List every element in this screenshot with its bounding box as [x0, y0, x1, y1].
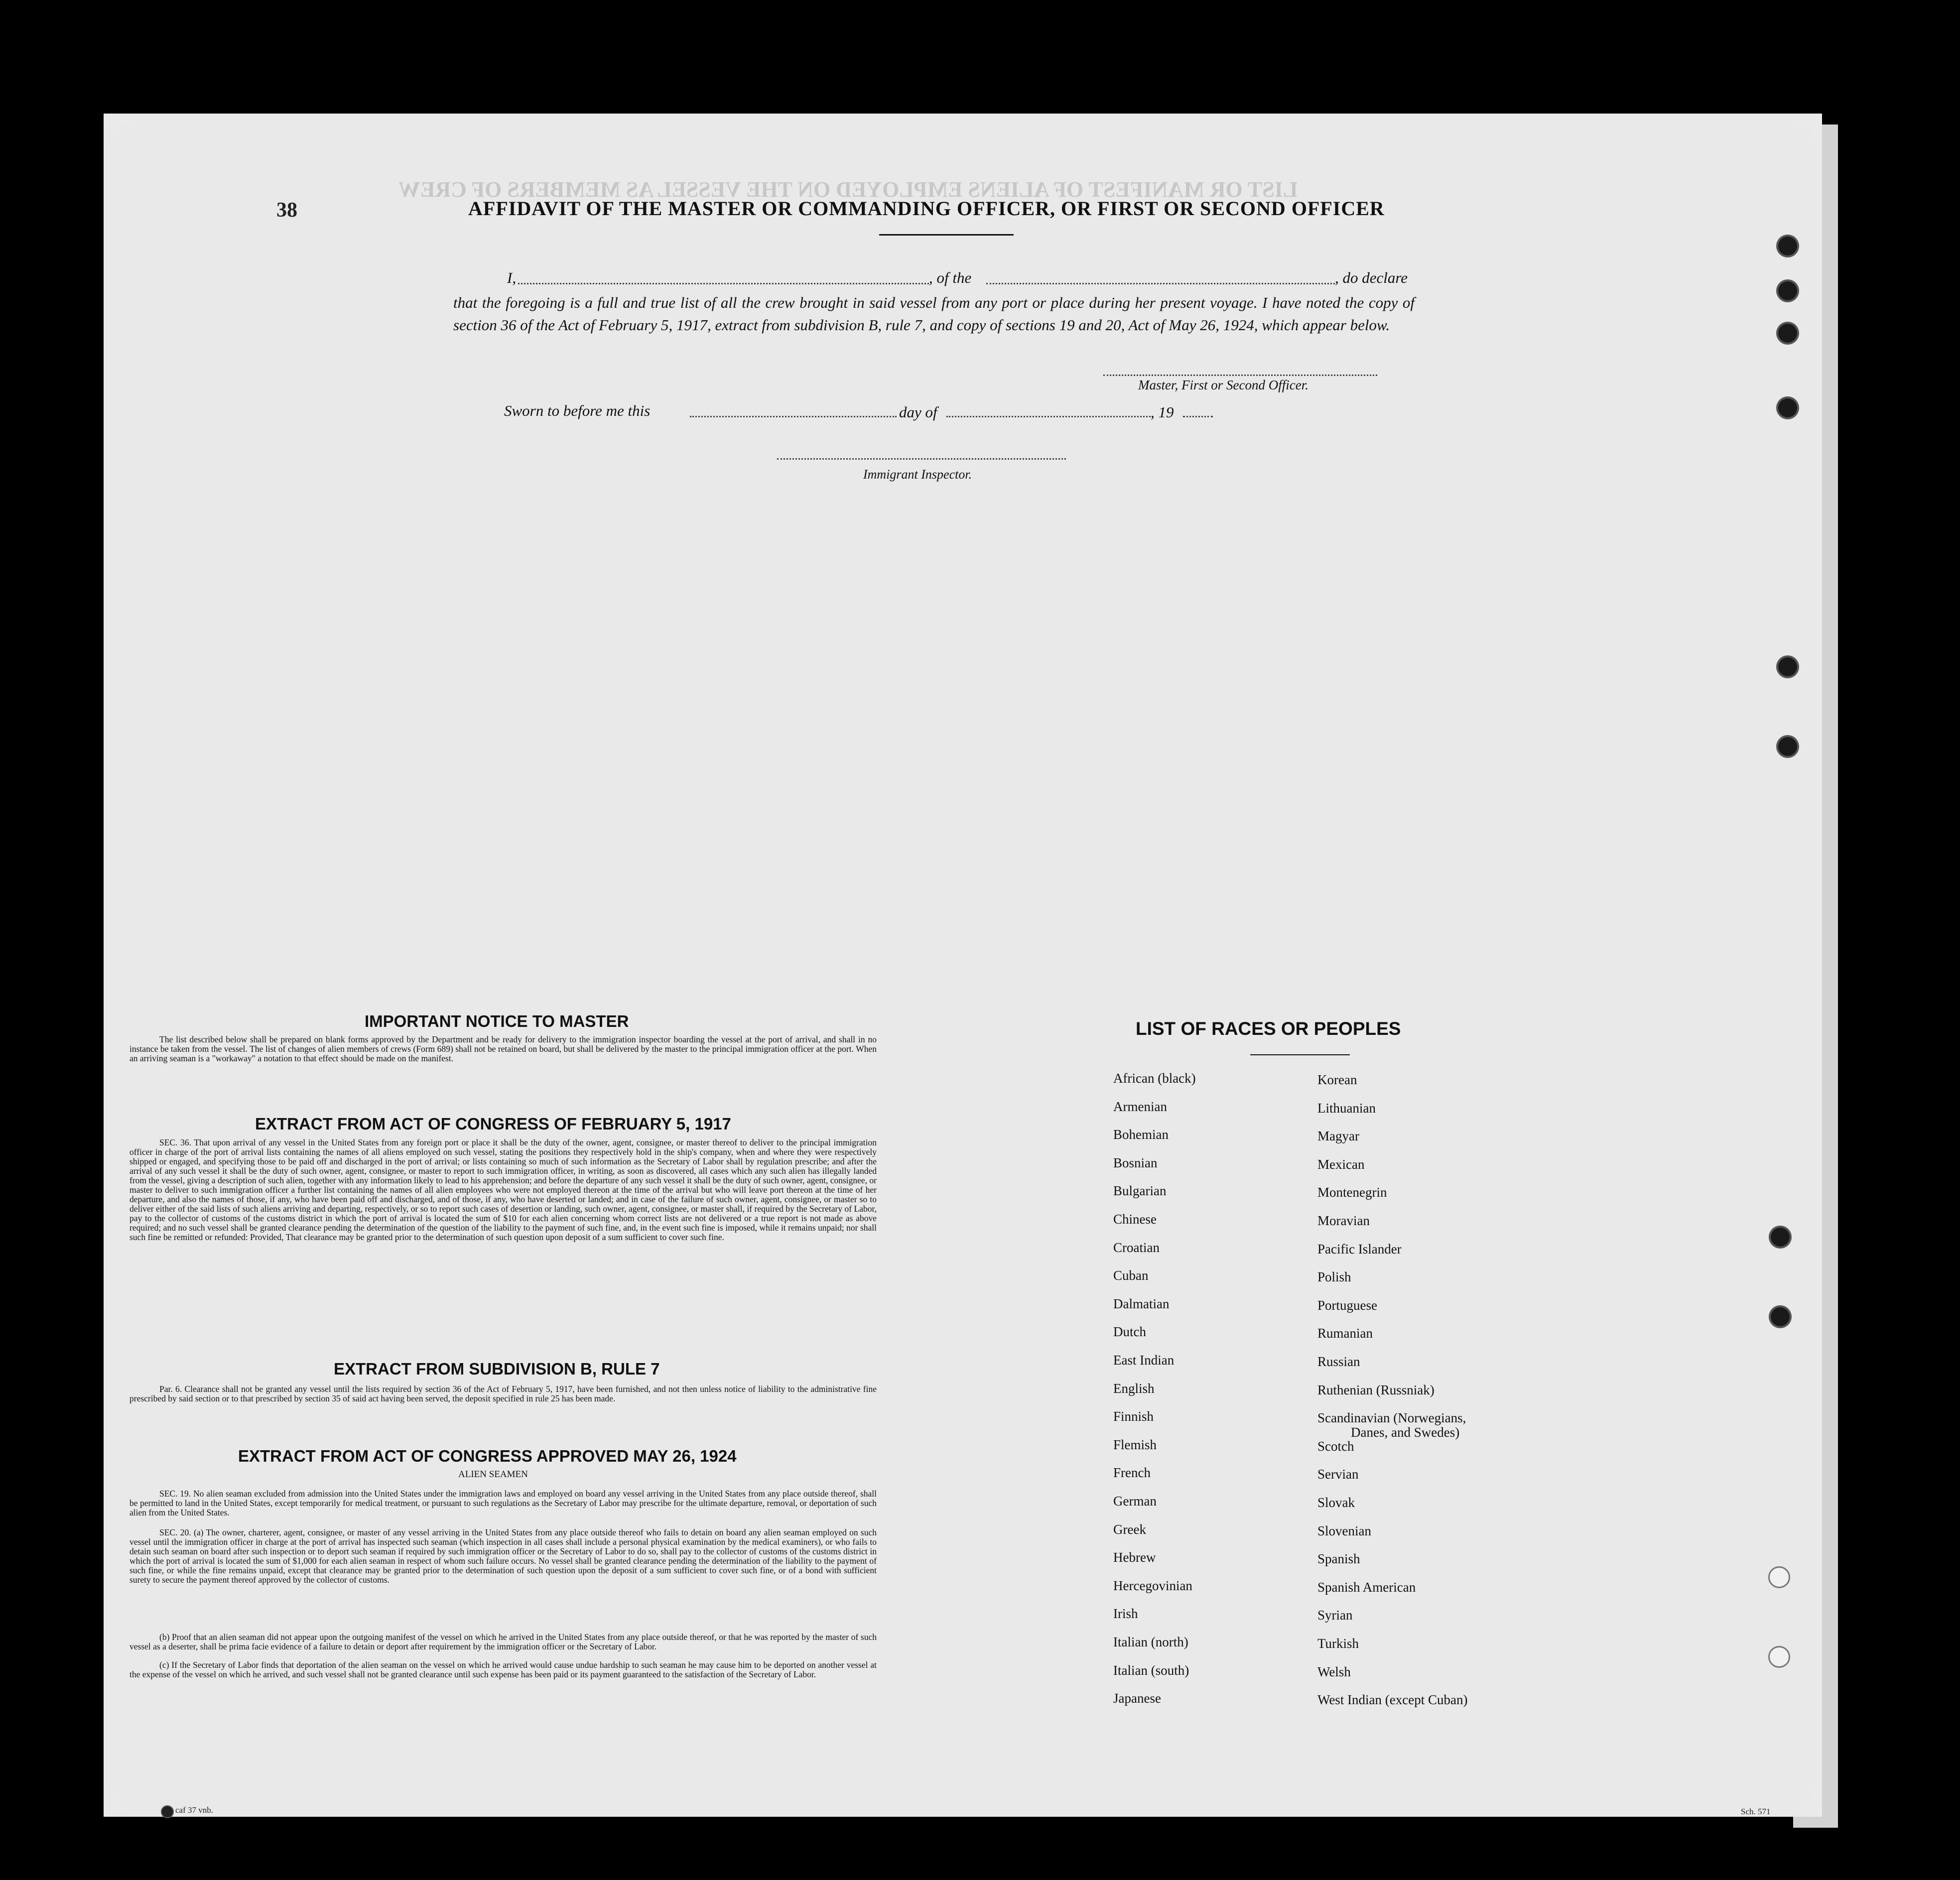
- sworn-label: Sworn to before me this: [504, 402, 651, 419]
- punch-hole: [1771, 1307, 1790, 1326]
- affidavit-declare: , do declare: [1335, 269, 1408, 286]
- punch-hole: [1778, 737, 1797, 756]
- race-item: Korean: [1317, 1072, 1357, 1087]
- sworn-day-field[interactable]: [690, 416, 897, 417]
- race-item: Danes, and Swedes): [1351, 1424, 1460, 1440]
- vessel-field[interactable]: [986, 283, 1335, 284]
- race-item: Armenian: [1113, 1099, 1167, 1114]
- race-item: Irish: [1113, 1606, 1138, 1622]
- race-item: Hercegovinian: [1113, 1578, 1192, 1593]
- race-item: Italian (south): [1113, 1662, 1189, 1678]
- punch-hole: [1778, 657, 1797, 676]
- race-item: Italian (north): [1113, 1634, 1188, 1649]
- race-item: Japanese: [1113, 1691, 1161, 1706]
- sec20c-text: (c) If the Secretary of Labor finds that deportation of the alien seaman on the vessel on which he arrived would cause undue hardship to such seaman he may cause him to be deported on another vessel at the expense of the vessel on which he arrived, and such vessel shall not be granted clearance until such expense has been paid or its payment guaranteed to the satisfaction of the Secretary of Labor.: [130, 1660, 877, 1679]
- race-item: Syrian: [1317, 1608, 1353, 1623]
- bleed-through-header: LIST OR MANIFEST OF ALIENS EMPLOYED ON THE VESSEL AS MEMBERS OF CREW: [398, 177, 1298, 202]
- page-mark: 38: [276, 199, 297, 222]
- affidavit-title: AFFIDAVIT OF THE MASTER OR COMMANDING OFFICER, OR FIRST OR SECOND OFFICER: [468, 197, 1385, 220]
- race-item: Bohemian: [1113, 1127, 1169, 1142]
- race-item: African (black): [1113, 1071, 1196, 1086]
- race-item: Pacific Islander: [1317, 1241, 1402, 1256]
- race-item: Magyar: [1317, 1128, 1359, 1144]
- race-item: Polish: [1317, 1269, 1351, 1285]
- footer-right: Sch. 571: [1741, 1807, 1771, 1816]
- notice-text: The list described below shall be prepared on blank forms approved by the Department and be ready for delivery to the immigration inspector boarding the vessel at the port of arrival, and shall in no instance be taken from the vessel. The list of changes of alien members of crews (Form 689) shall not be retained on board, but shall be delivered by the master to the principal immigration officer at the port. When an arriving seaman is a "workaway" a notation to that effect should be made on the manifest.: [130, 1034, 877, 1063]
- extract-1917-title: EXTRACT FROM ACT OF CONGRESS OF FEBRUARY 5, 1917: [255, 1115, 731, 1133]
- affidavit-i: I,: [507, 269, 517, 286]
- race-item: Slovak: [1317, 1495, 1355, 1510]
- race-item: Flemish: [1113, 1437, 1157, 1452]
- sec20a-text: SEC. 20. (a) The owner, charterer, agent, consignee, or master of any vessel arriving in the United States from any place outside thereof who fails to detain on board any alien seaman employed on such vessel until the immigration officer in charge at the port of arrival has inspected such seaman (which inspection in all cases shall include a personal physical examination by the medical examiners), or who fails to detain such seaman on board after such inspection or to deport such seaman if required by such immigration officer or the Secretary of Labor to do so, shall pay to the collector of customs of the customs district in which the port of arrival is located the sum of $1,000 for each alien seaman in respect of whom such failure occurs. No vessel shall be granted clearance pending the determination of the liability to the payment of such fine, or while the fine remains unpaid, except that clearance may be granted prior to the determination of such question upon the deposit of a sum sufficient to cover such fine, or of a bond with sufficient surety to secure the payment thereof approved by the collector of customs.: [130, 1527, 877, 1585]
- race-item: Russian: [1317, 1354, 1360, 1369]
- race-item: Montenegrin: [1317, 1185, 1387, 1200]
- signature-field[interactable]: [1103, 375, 1377, 376]
- race-item: Lithuanian: [1317, 1100, 1376, 1116]
- race-item: West Indian (except Cuban): [1317, 1692, 1468, 1708]
- footer-left: caf 37 vnb.: [175, 1805, 214, 1815]
- race-item: Finnish: [1113, 1409, 1154, 1424]
- title-rule: [879, 234, 1014, 236]
- race-item: Bulgarian: [1113, 1183, 1167, 1199]
- race-item: Chinese: [1113, 1212, 1157, 1227]
- race-item: Moravian: [1317, 1213, 1370, 1228]
- footer-left-icon: [161, 1805, 174, 1818]
- punch-hole: [1778, 324, 1797, 343]
- punch-hole: [1768, 1566, 1790, 1588]
- extract-1924-title: EXTRACT FROM ACT OF CONGRESS APPROVED MAY 26, 1924: [238, 1447, 737, 1465]
- sworn-month-field[interactable]: [946, 416, 1151, 417]
- race-item: Spanish American: [1317, 1579, 1416, 1595]
- race-item: French: [1113, 1465, 1151, 1481]
- race-item: Hebrew: [1113, 1550, 1156, 1565]
- races-title: LIST OF RACES OR PEOPLES: [1136, 1018, 1401, 1039]
- race-item: Mexican: [1317, 1156, 1365, 1172]
- race-item: Bosnian: [1113, 1155, 1158, 1170]
- sec19-text: SEC. 19. No alien seaman excluded from admission into the United States under the immigration laws and employed on board any vessel arriving in the United States from any place outside thereof, shall be permitted to land in the United States, except temporarily for medical treatment, or pursuant to such regulations as the Secretary of Labor may prescribe for the ultimate departure, removal, or deportation of such alien from the United States.: [130, 1489, 877, 1517]
- race-item: Portuguese: [1317, 1297, 1377, 1313]
- punch-hole: [1778, 237, 1797, 255]
- name-field[interactable]: [518, 283, 929, 284]
- punch-hole: [1778, 398, 1797, 417]
- race-item: East Indian: [1113, 1353, 1175, 1368]
- race-item: Spanish: [1317, 1551, 1360, 1567]
- extract-1917-text: SEC. 36. That upon arrival of any vessel in the United States from any foreign port or place it shall be the duty of the owner, agent, consignee, or master thereof to deliver to the principal immigration officer in charge of the port of arrival lists containing the names of all aliens employed on such vessel, stating the positions they respectively hold in the ship's company, when and where they were respectively shipped or engaged, and specifying those to be paid off and discharged in the port of arrival; or lists containing so much of such information as the Secretary of Labor shall by regulation prescribe; and after the arrival of any such vessel it shall be the duty of such owner, agent, consignee, or master to report to such immigration officer, in writing, as soon as discovered, all cases which any such alien has illegally landed from the vessel, giving a description of such alien, together with any information likely to lead to his apprehension; and before the departure of any such vessel it shall be the duty of such owner, agent, consignee, or master to deliver to such immigration officer a further list containing the names of all alien employees who were not employed thereon at the time of the arrival but who will leave port thereon at the time of her departure, and also the names of those, if any, who have been paid off and discharged, and of those, if any, who have deserted or landed; and in case of the failure of such owner, agent, consignee, or master so to deliver either of the said lists of such aliens arriving and departing, respectively, or so to report such cases of desertion or landing, such owner, agent, consignee, or master shall, if required by the Secretary of Labor, pay to the collector of customs of the customs district in which the port of arrival is located the sum of $10 for each alien concerning whom correct lists are not delivered or a true report is not made as above required; and no such vessel shall be granted clearance pending the determination of the question of the liability to the payment of such fine, and, in the event such fine is imposed, while it remains unpaid; nor shall such fine be remitted or refunded: Provided, That clearance may be granted prior to the determination of such question upon deposit of a sum sufficient to cover such fine.: [130, 1137, 877, 1242]
- subdivision-text: Par. 6. Clearance shall not be granted any vessel until the lists required by section 36 of the Act of February 5, 1917, have been furnished, and not then unless notice of liability to the administrative fine prescribed by said section or to that prescribed by section 35 of said act having been served, the deposit specified in rule 25 has been made.: [130, 1384, 877, 1403]
- race-item: Slovenian: [1317, 1523, 1371, 1538]
- race-item: Scotch: [1317, 1438, 1354, 1454]
- year-prefix: , 19: [1151, 403, 1174, 421]
- race-item: Greek: [1113, 1521, 1146, 1537]
- race-item: German: [1113, 1494, 1157, 1508]
- race-item: Servian: [1317, 1467, 1359, 1482]
- affidavit-of-the: , of the: [929, 269, 972, 286]
- inspector-signature-field[interactable]: [777, 458, 1066, 460]
- sec20b-text: (b) Proof that an alien seaman did not appear upon the outgoing manifest of the vessel on which he arrived in the United States from any place outside thereof, or that he was reported by the master of such vessel as a deserter, shall be prima facie evidence of a failure to detain or deport after requirement by the immigration officer or the Secretary of Labor.: [130, 1632, 877, 1651]
- race-item: Cuban: [1113, 1268, 1149, 1283]
- race-item: Scandinavian (Norwegians,: [1317, 1410, 1466, 1426]
- race-item: Turkish: [1317, 1636, 1359, 1651]
- race-item: Rumanian: [1317, 1326, 1373, 1341]
- punch-hole: [1771, 1228, 1790, 1247]
- punch-hole: [1768, 1646, 1790, 1668]
- race-item: Ruthenian (Russniak): [1317, 1382, 1435, 1397]
- signature-label: Master, First or Second Officer.: [1138, 377, 1308, 392]
- punch-hole: [1778, 281, 1797, 300]
- day-of-label: day of: [899, 403, 937, 421]
- race-item: Croatian: [1113, 1240, 1160, 1255]
- race-item: English: [1113, 1380, 1155, 1396]
- race-item: Welsh: [1317, 1664, 1351, 1679]
- sworn-year-field[interactable]: [1183, 416, 1213, 417]
- affidavit-body: that the foregoing is a full and true list of all the crew brought in said vessel from any port or place during her present voyage. I have noted the copy of section 36 of the Act of February 5, 1917, extract from subdivision B, rule 7, and copy of sections 19 and 20, Act of May 26, 1924, which appear below.: [453, 294, 1415, 334]
- subdivision-title: EXTRACT FROM SUBDIVISION B, RULE 7: [334, 1360, 660, 1378]
- races-rule: [1250, 1054, 1350, 1055]
- race-item: Dalmatian: [1113, 1296, 1170, 1311]
- extract-1924-subtitle: ALIEN SEAMEN: [458, 1469, 528, 1480]
- notice-title: IMPORTANT NOTICE TO MASTER: [365, 1012, 629, 1030]
- inspector-label: Immigrant Inspector.: [863, 467, 972, 482]
- race-item: Dutch: [1113, 1324, 1146, 1340]
